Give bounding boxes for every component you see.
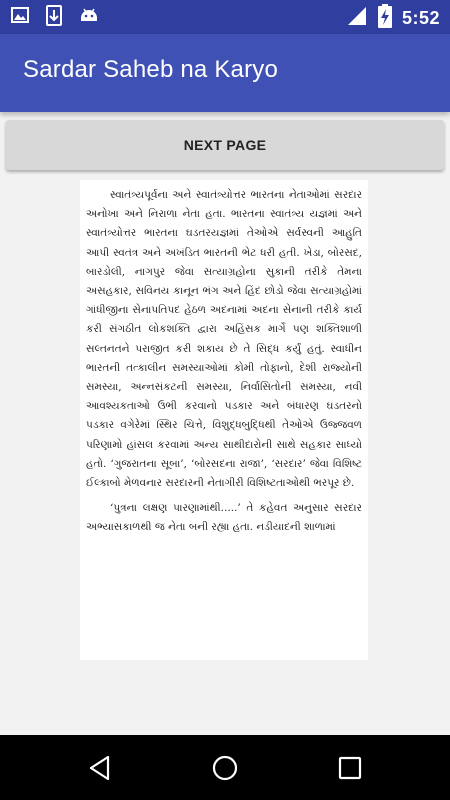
page-paragraph: ‘પુત્રના લક્ષણ પારણામાંથી.....’ તે કહેવત અનુસાર સરદાર અભ્યાસકાળથી જ નેતા બની રહ્યા હતા. નડીયાદની શાળામાં — [86, 502, 362, 534]
page-paragraph: સ્વાતંત્ર્યપૂર્વના અને સ્વાતંત્ર્યોત્તર ભારતના નેતાઓમાં સરદાર અનોખા અને નિરાળા નેતા હતા. ભારતના સ્વાતંત્ર્ય યજ્ઞમાં અને સ્વાતંત્ર્યોત્તર ભારતના ઘડતરયજ્ઞમાં તેઓએ સર્વસ્વની આહુતિ આપી સ્વતંત્ર અને અખંડિત ભારતની ભેટ ધરી હતી. ખેડા, બોરસદ, બારડોલી, નાગપુર જેવા સત્યાગ્રહોના સુકાની તરીકે તેમના અસહકાર, સવિનય કાનૂન ભંગ અને હિંદ છોડો જેવા સત્યાગ્રહોમાં ગાંધીજીના સેનાપતિપદ હેઠળ અદનામાં અદના સેનાની તરીકે કાર્ય કરી સંગઠીત લોકશક્તિ દ્વારા અહિંસક માર્ગે પણ શક્તિશાળી સલ્તનતને પરાજીત કરી શકાય છે તે સિદ્ધ કર્યું હતું. સ્વાધીન ભારતની તત્કાલીન સમસ્યાઓમાં કોમી તોફાનો, દેશી રાજ્યોની સમસ્યા, અન્નસંકટની સમસ્યા, નિર્વાસિતોની સમસ્યા, નવી આવશ્યકતાઓ ઉભી કરવાનો પડકાર અને બંધારણ ઘડતરનો પડકાર વગેરેમાં સ્થિર ચિત્તે, વિશુદ્ધબુદ્ધિથી તેઓએ ઉજ્જવળ પરિણામો હાંસલ કરવામાં અન્ય સાથીદારોની સાથે સહકાર સાધ્યો હતો. ‘ગુજરાતના સૂબા’, ‘બોરસદના રાજા’, ‘સરદાર’ જેવા વિશિષ્ટ ઈલ્કાબો મેળવનાર સરદારની નેતાગીરી વિશિષ્ટતાઓથી ભરપૂર છે. — [86, 189, 362, 490]
android-debug-icon — [78, 5, 100, 31]
book-page-image — [80, 180, 368, 660]
battery-charging-icon — [378, 4, 392, 32]
next-page-button[interactable]: NEXT PAGE — [6, 120, 444, 170]
notification-icons — [10, 5, 100, 31]
download-notification-icon — [44, 5, 64, 31]
app-title: Sardar Saheb na Karyo — [23, 56, 279, 83]
status-clock: 5:52 — [401, 7, 440, 28]
system-status-icons — [346, 4, 440, 32]
app-bar — [0, 34, 450, 112]
status-bar — [0, 0, 450, 34]
image-notification-icon — [10, 5, 30, 31]
book-page-text — [80, 180, 368, 538]
signal-icon — [346, 5, 368, 31]
recents-icon[interactable] — [334, 752, 366, 784]
navigation-bar — [0, 735, 450, 800]
back-icon[interactable] — [84, 752, 116, 784]
home-icon[interactable] — [209, 752, 241, 784]
